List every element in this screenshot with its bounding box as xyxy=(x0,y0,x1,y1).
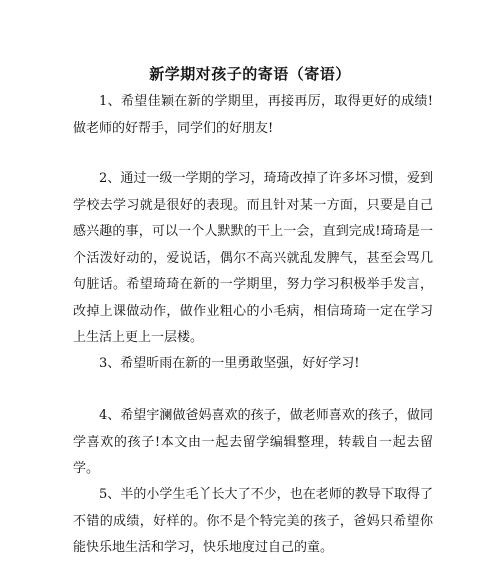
paragraph-2: 2、通过一级一学期的学习，琦琦改掉了许多坏习惯，爱到学校去学习就是很好的表现。而且针对某一方面，只要是自己感兴趣的事，可以一个人默默的干上一会，直到完成!琦琦是一个活泼好动的，爱说话，偶尔不高兴就乱发脾气，甚至会骂几句脏话。希望琦琦在新的一学期里，努力学习积极举手发言，改掉上课做动作，做作业粗心的小毛病，相信琦琦一定在学习上生活上更上一层楼。 xyxy=(73,171,433,345)
paragraph-5: 5、半的小学生毛丫长大了不少，也在老师的教导下取得了不错的成绩，好样的。你不是个特完美的孩子，爸妈只希望你能快乐地生活和学习，快乐地度过自己的童。 xyxy=(73,487,433,555)
document-title: 新学期对孩子的寄语（寄语） xyxy=(149,65,351,83)
paragraph-4: 4、希望宇澜做爸妈喜欢的孩子，做老师喜欢的孩子，做同学喜欢的孩子!本文由一起去留学编辑整理，转载自一起去留学。 xyxy=(73,408,433,476)
paragraph-3: 3、希望昕雨在新的一里勇敢坚强，好好学习! xyxy=(99,356,360,371)
paragraph-1: 1、希望佳颖在新的学期里，再接再厉，取得更好的成绩!做老师的好帮手，同学们的好朋友! xyxy=(73,94,433,136)
